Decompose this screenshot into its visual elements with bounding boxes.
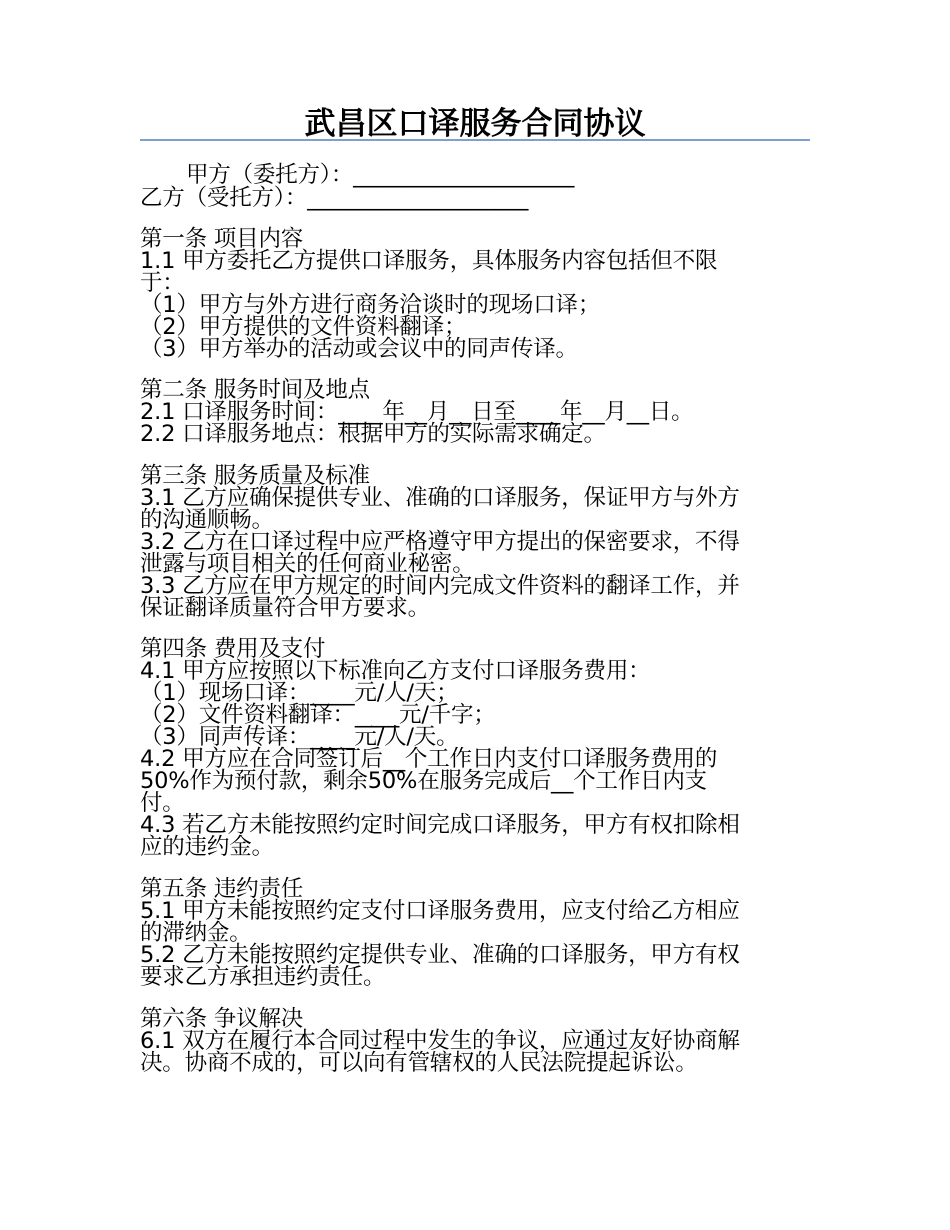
party-a-line: 甲方（委托方）：____________________	[186, 162, 575, 188]
section-line: 2.1 口译服务时间：____年__月__日至____年__月__日。	[140, 399, 694, 425]
section-line: 50%作为预付款，剩余50%在服务完成后__个工作日内支	[140, 768, 707, 794]
section-line: 3.2 乙方在口译过程中应严格遵守甲方提出的保密要求，不得	[140, 529, 740, 555]
section-line: 决。协商不成的，可以向有管辖权的人民法院提起诉讼。	[140, 1050, 698, 1076]
section-line: 的滞纳金。	[140, 920, 252, 946]
section-line: 4.3 若乙方未能按照约定时间完成口译服务，甲方有权扣除相	[140, 812, 740, 838]
party-b-line: 乙方（受托方）：____________________	[140, 185, 529, 211]
section-line: 应的违约金。	[140, 834, 274, 860]
section-line: 的沟通顺畅。	[140, 507, 274, 533]
section-line: （1）现场口译：____元/人/天；	[140, 680, 459, 706]
section-line: 3.3 乙方应在甲方规定的时间内完成文件资料的翻译工作，并	[140, 573, 740, 599]
section-line: 付。	[140, 790, 185, 816]
section-line: （2）甲方提供的文件资料翻译；	[140, 314, 467, 340]
section-line: 5.2 乙方未能按照约定提供专业、准确的口译服务，甲方有权	[140, 942, 740, 968]
section-heading: 第二条 服务时间及地点	[140, 377, 370, 403]
section-line: （3）甲方举办的活动或会议中的同声传译。	[140, 336, 578, 362]
document-title: 武昌区口译服务合同协议	[304, 106, 646, 142]
section-heading: 第三条 服务质量及标准	[140, 463, 370, 489]
section-line: 1.1 甲方委托乙方提供口译服务，具体服务内容包括但不限	[140, 248, 718, 274]
section-line: 3.1 乙方应确保提供专业、准确的口译服务，保证甲方与外方	[140, 485, 740, 511]
section-line: 于：	[140, 270, 185, 296]
section-line: 4.1 甲方应按照以下标准向乙方支付口译服务费用：	[140, 658, 651, 684]
section-line: 保证翻译质量符合甲方要求。	[140, 595, 430, 621]
section-line: 要求乙方承担违约责任。	[140, 964, 386, 990]
section-heading: 第一条 项目内容	[140, 226, 304, 252]
title-underline	[140, 139, 810, 141]
section-line: （3）同声传译：____元/人/天。	[140, 724, 459, 750]
section-heading: 第六条 争议解决	[140, 1006, 304, 1032]
section-line: 2.2 口译服务地点：根据甲方的实际需求确定。	[140, 421, 606, 447]
section-line: 泄露与项目相关的任何商业秘密。	[140, 551, 475, 577]
section-line: （1）甲方与外方进行商务洽谈时的现场口译；	[140, 292, 601, 318]
section-heading: 第五条 违约责任	[140, 876, 304, 902]
section-heading: 第四条 费用及支付	[140, 636, 326, 662]
section-line: 6.1 双方在履行本合同过程中发生的争议，应通过友好协商解	[140, 1028, 740, 1054]
section-line: （2）文件资料翻译：____元/千字；	[140, 702, 496, 728]
section-line: 5.1 甲方未能按照约定支付口译服务费用，应支付给乙方相应	[140, 898, 740, 924]
section-line: 4.2 甲方应在合同签订后__个工作日内支付口译服务费用的	[140, 746, 718, 772]
